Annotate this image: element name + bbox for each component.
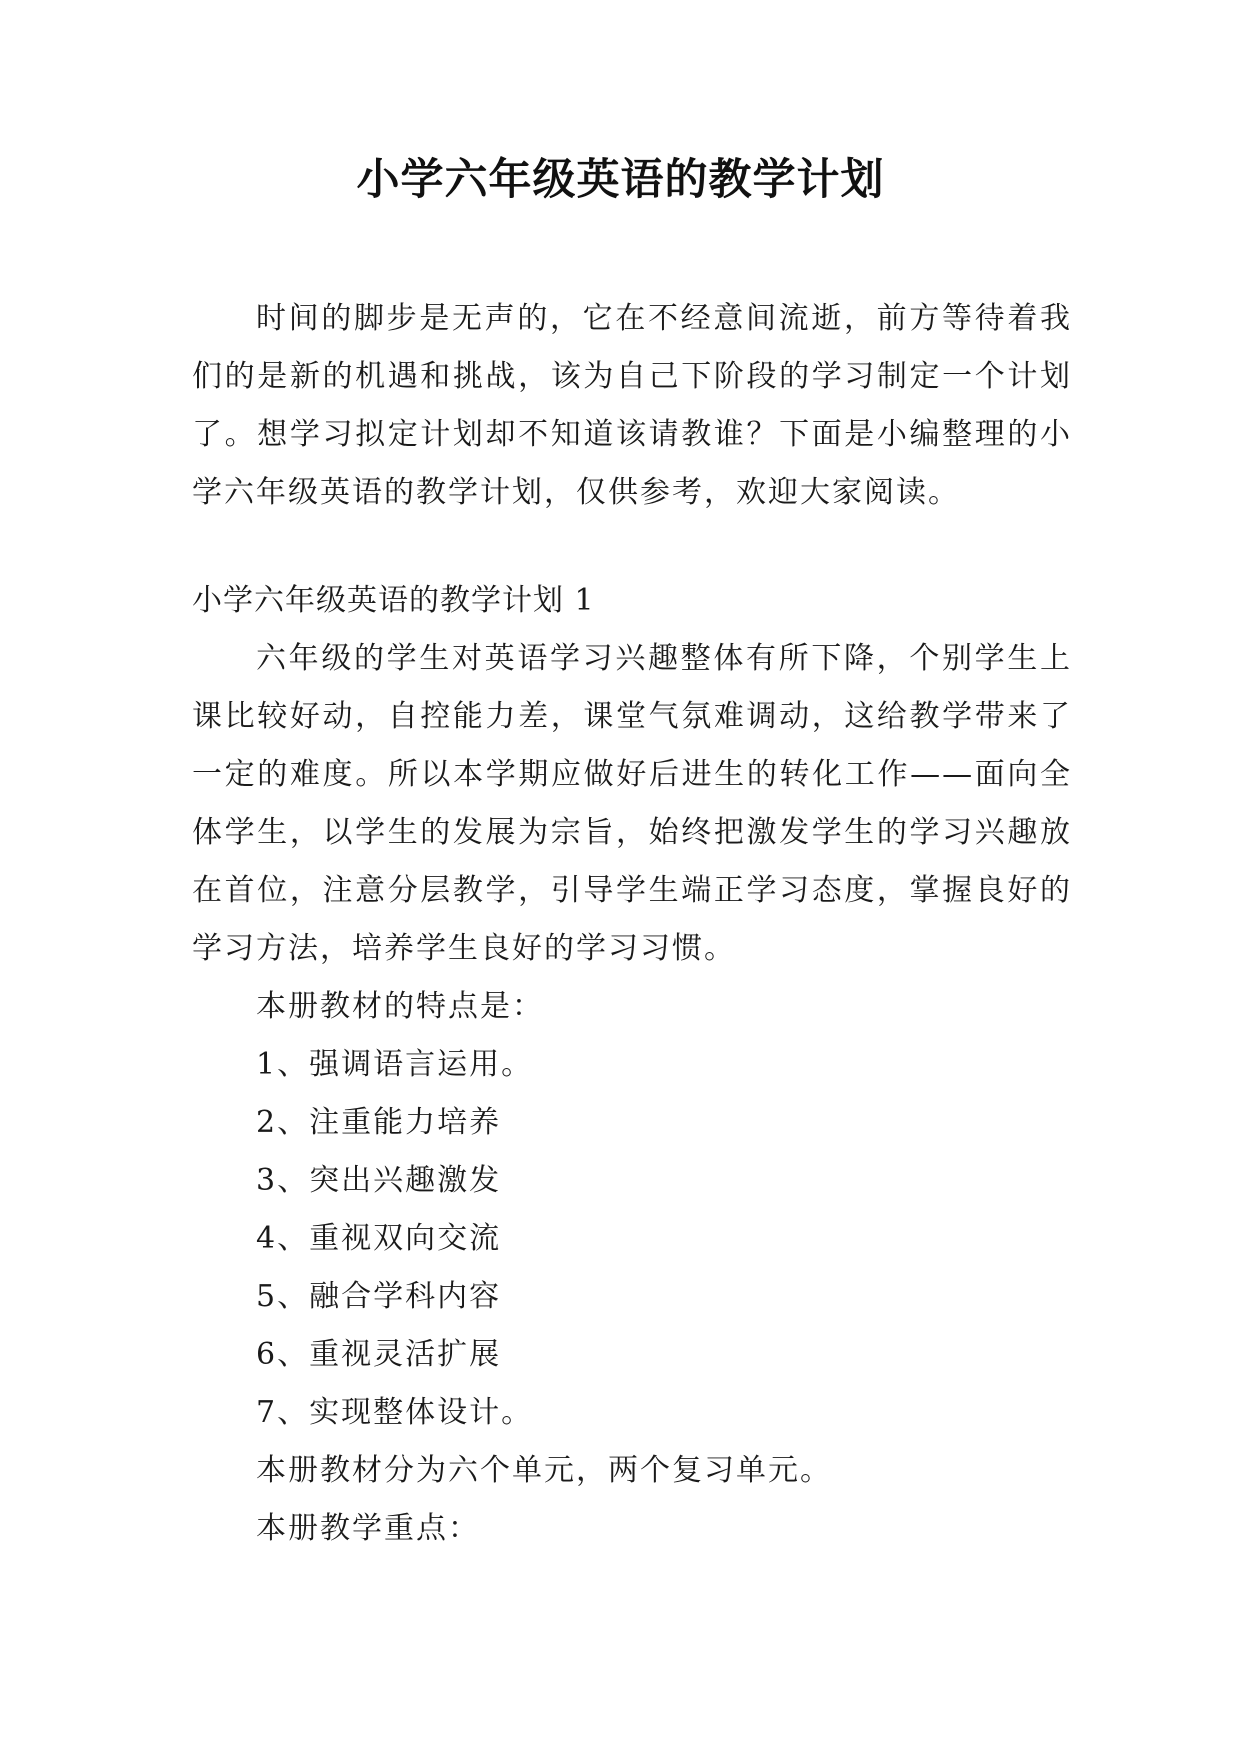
document-body xyxy=(192,290,1072,1558)
list-item: 2、注重能力培养 xyxy=(256,1105,502,1140)
document-title: 小学六年级英语的教学计划 xyxy=(356,155,885,205)
list-item: 5、融合学科内容 xyxy=(256,1279,502,1314)
key-points-label: 本册教学重点： xyxy=(256,1511,480,1546)
list-item: 1、强调语言运用。 xyxy=(256,1047,534,1082)
intro-paragraph: 时间的脚步是无声的，它在不经意间流逝，前方等待着我们的是新的机遇和挑战，该为自己下阶段的学习制定一个计划了。想学习拟定计划却不知道该请教谁？下面是小编整理的小学六年级英语的教学计划，仅供参考，欢迎大家阅读。 xyxy=(192,301,1072,510)
features-label: 本册教材的特点是： xyxy=(256,989,544,1024)
units-sentence: 本册教材分为六个单元，两个复习单元。 xyxy=(256,1453,832,1488)
list-item: 6、重视灵活扩展 xyxy=(256,1337,502,1372)
section-paragraph: 六年级的学生对英语学习兴趣整体有所下降，个别学生上课比较好动，自控能力差，课堂气氛难调动，这给教学带来了一定的难度。所以本学期应做好后进生的转化工作——面向全体学生，以学生的发展为宗旨，始终把激发学生的学习兴趣放在首位，注意分层教学，引导学生端正学习态度，掌握良好的学习方法，培养学生良好的学习习惯。 xyxy=(192,641,1072,966)
section-heading: 小学六年级英语的教学计划 1 xyxy=(192,583,595,618)
list-item: 4、重视双向交流 xyxy=(256,1221,502,1256)
features-list xyxy=(192,1036,1072,1442)
list-item: 7、实现整体设计。 xyxy=(256,1395,534,1430)
paragraph-spacer xyxy=(192,522,1072,572)
list-item: 3、突出兴趣激发 xyxy=(256,1163,502,1198)
